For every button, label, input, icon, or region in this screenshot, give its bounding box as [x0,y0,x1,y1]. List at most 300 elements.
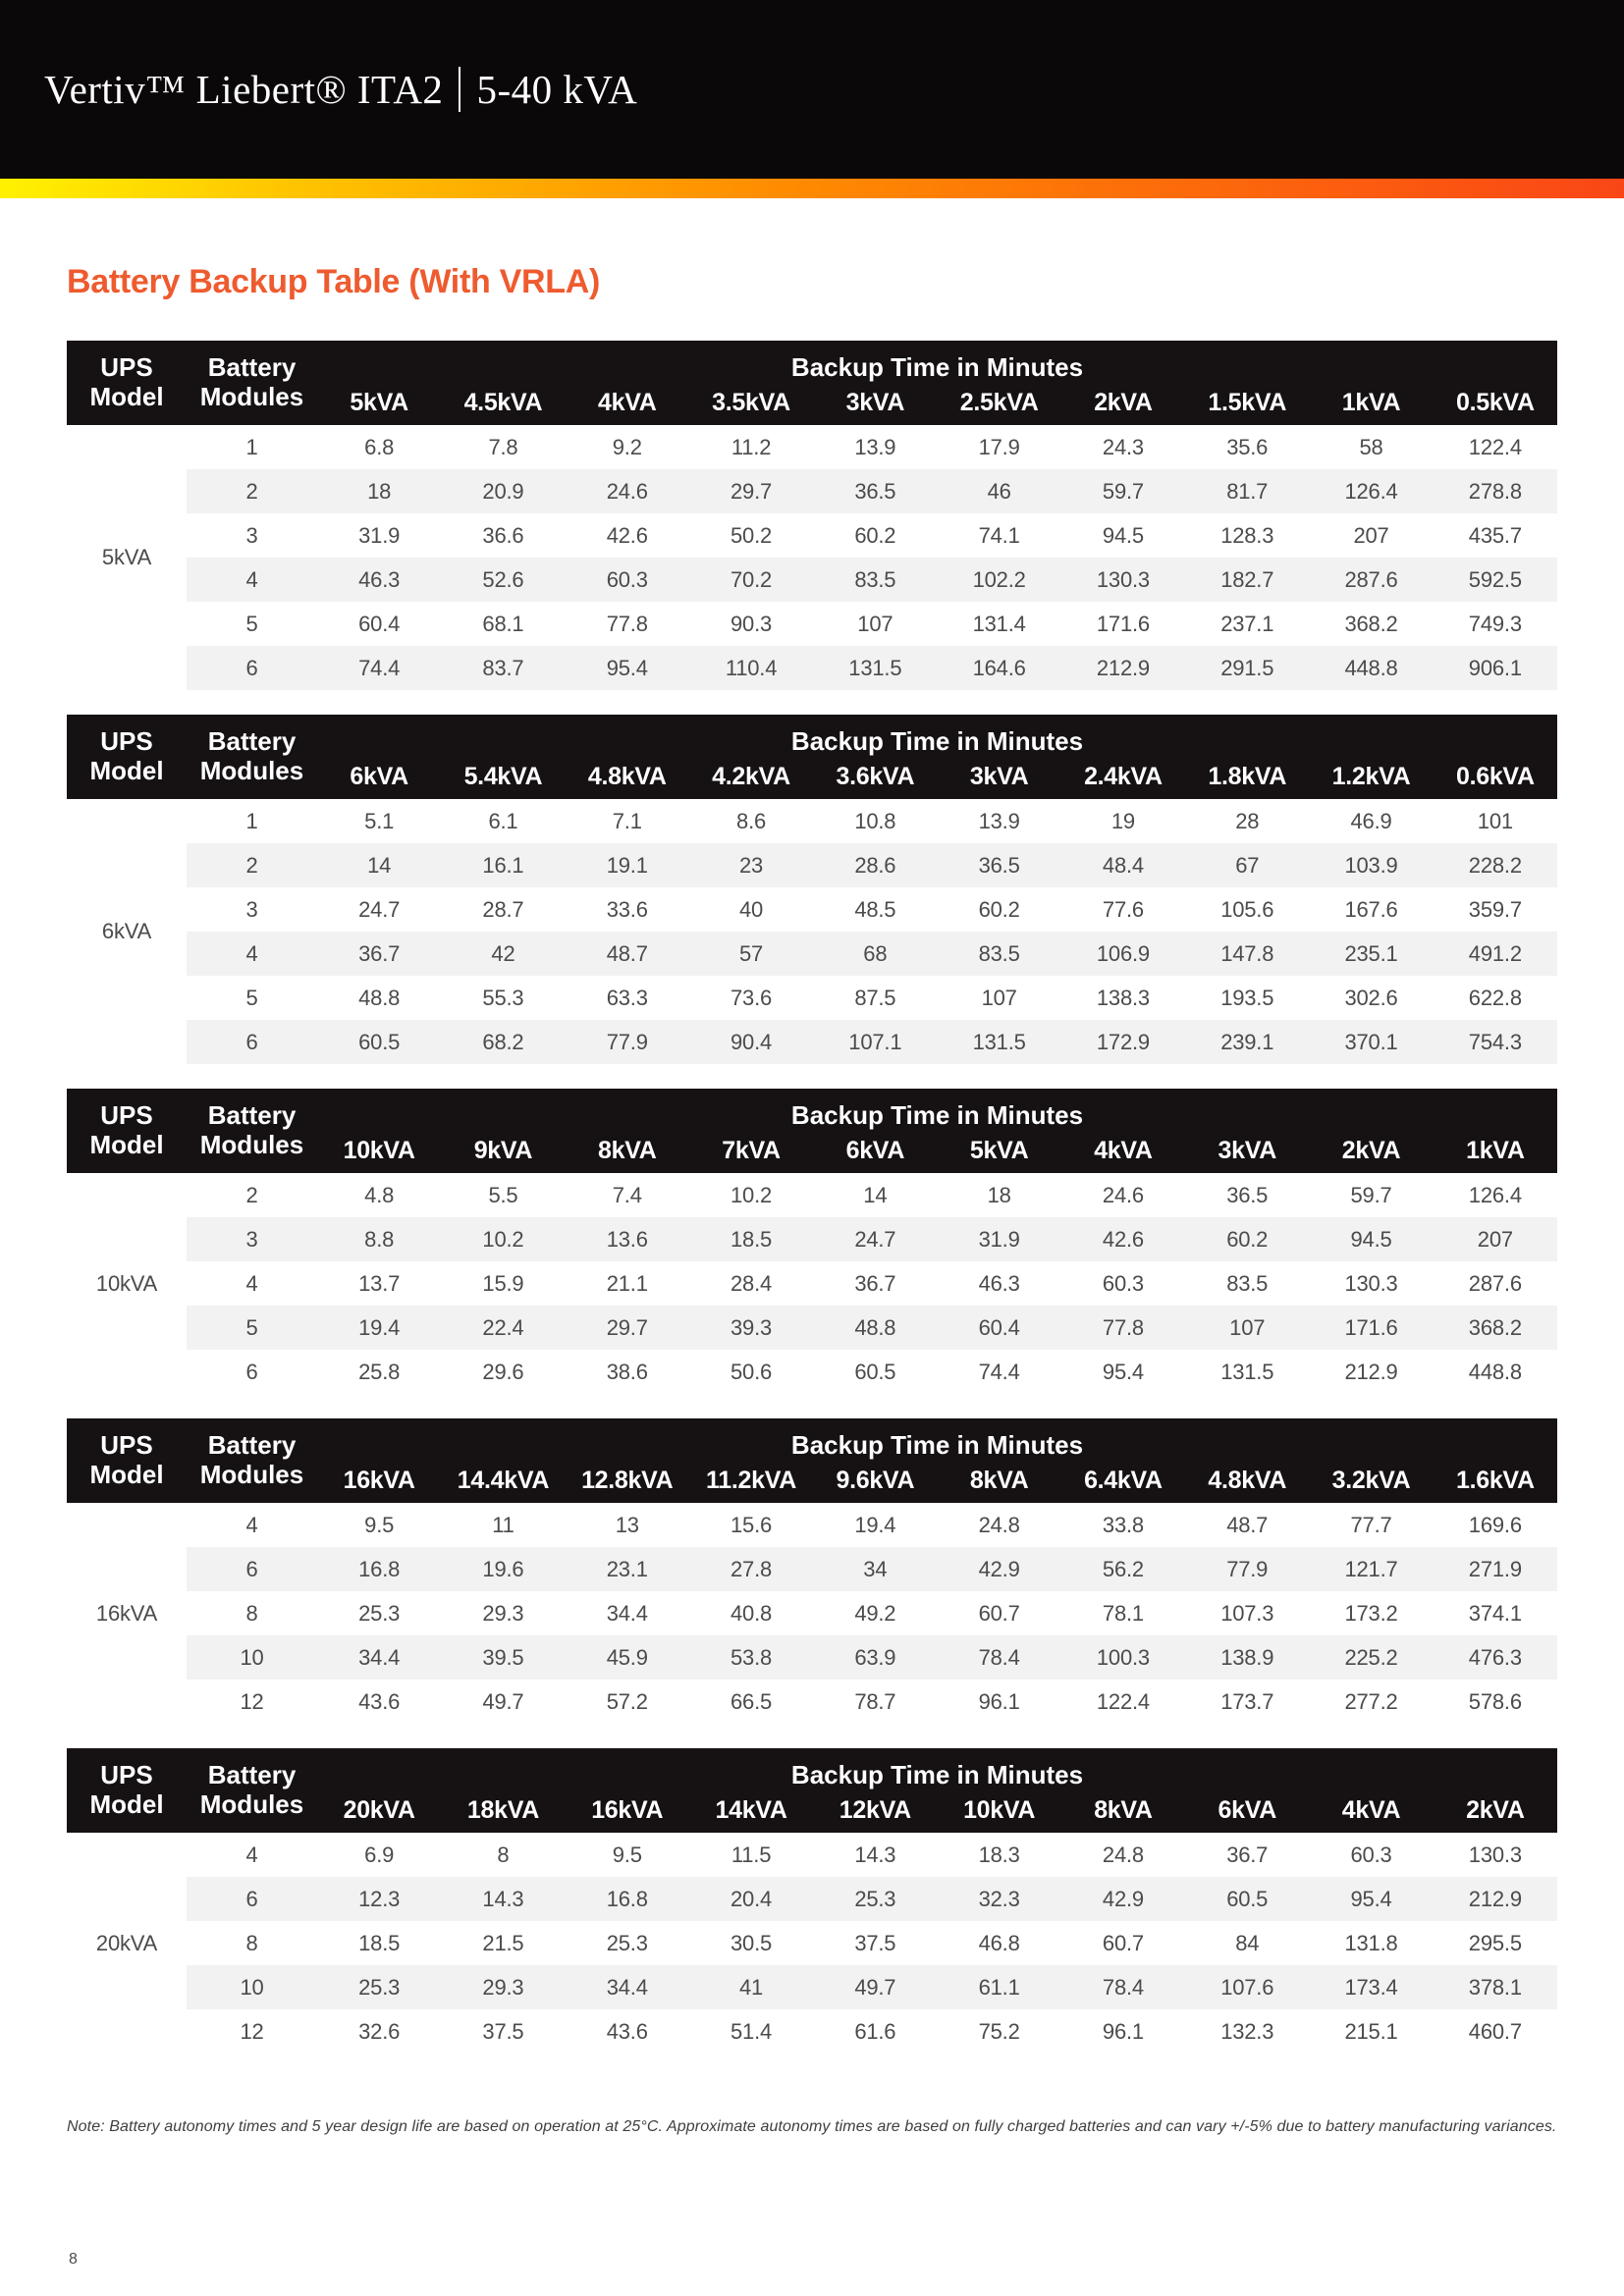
load-column-header: 10kVA [937,1793,1060,1833]
table-body [67,425,1557,690]
backup-time-cell: 22.4 [441,1306,565,1350]
ups-model-heading-line1: UPS [100,726,153,757]
load-column-header: 4.8kVA [566,760,689,799]
backup-time-cell: 61.6 [854,2018,896,2044]
backup-time-cell: 60.7 [1102,1930,1144,1955]
table-header [67,1748,1557,1833]
backup-time-cell: 42.6 [606,522,648,548]
backup-time-cell: 287.6 [1468,1270,1522,1296]
backup-time-cell: 49.7 [813,1965,937,2009]
backup-time-cell: 52.6 [441,558,565,602]
backup-time-cell: 60.3 [566,558,689,602]
backup-time-cell: 14 [863,1182,888,1207]
backup-time-cell: 173.2 [1344,1600,1398,1626]
backup-time-heading: Backup Time in Minutes [317,715,1557,760]
brand-divider [459,67,460,112]
load-column-header: 3kVA [1185,1134,1309,1173]
backup-time-cell: 14.3 [441,1877,565,1921]
backup-time-cell: 370.1 [1309,1020,1433,1064]
battery-modules-cell: 3 [245,896,258,922]
ups-model-heading-line2: Model [89,1460,164,1489]
backup-time-cell: 448.8 [1309,646,1433,690]
battery-modules-heading [187,1748,317,1833]
backup-time-cell: 36.7 [854,1270,896,1296]
table-row [67,1547,1557,1591]
backup-time-cell: 23 [689,843,813,887]
backup-time-cell: 171.6 [1096,611,1150,636]
table-row [67,843,1557,887]
backup-time-cell: 107 [1185,1306,1309,1350]
table-row [67,1635,1557,1680]
backup-time-cell: 36.6 [482,522,524,548]
backup-time-cell: 107.3 [1220,1600,1274,1626]
backup-time-cell: 10.2 [441,1217,565,1261]
backup-time-cell: 6.1 [488,808,518,833]
backup-time-cell: 48.7 [566,932,689,976]
header-row-groups [67,1748,1557,1793]
backup-time-cell: 63.9 [813,1635,937,1680]
backup-time-cell: 31.9 [358,522,401,548]
backup-time-cell: 193.5 [1220,985,1274,1010]
ups-model-heading [67,1418,187,1503]
backup-time-cell: 19.4 [317,1306,441,1350]
backup-time-cell: 31.9 [937,1217,1060,1261]
battery-modules-heading-line2: Modules [199,382,304,411]
battery-modules-cell: 4 [187,932,317,976]
backup-time-cell: 83.7 [441,646,565,690]
backup-time-cell: 49.7 [482,1688,524,1714]
backup-time-cell: 60.2 [978,896,1020,922]
table-row [67,1921,1557,1965]
backup-time-cell: 122.4 [1096,1688,1150,1714]
backup-time-cell: 34.4 [317,1635,441,1680]
backup-time-heading: Backup Time in Minutes [317,1748,1557,1793]
backup-time-cell: 592.5 [1434,558,1557,602]
load-column-header: 3.5kVA [689,386,813,425]
battery-modules-heading-line1: Battery [207,1760,297,1790]
backup-time-cell: 43.6 [606,2018,648,2044]
backup-time-cell: 29.6 [482,1359,524,1384]
backup-time-cell: 128.3 [1220,522,1274,548]
backup-time-cell: 84 [1235,1930,1260,1955]
battery-modules-cell: 6 [245,1359,258,1384]
ups-model-heading [67,1089,187,1173]
table-row [67,1173,1557,1217]
backup-time-cell: 102.2 [937,558,1060,602]
backup-time-cell: 122.4 [1468,434,1522,459]
backup-time-cell: 77.9 [1185,1547,1309,1591]
backup-time-cell: 29.3 [482,1600,524,1626]
backup-time-cell: 9.2 [612,434,642,459]
backup-time-cell: 39.5 [441,1635,565,1680]
backup-time-cell: 239.1 [1185,1020,1309,1064]
backup-time-cell: 8 [497,1842,510,1867]
backup-time-heading: Backup Time in Minutes [317,1418,1557,1464]
battery-modules-cell: 4 [245,1842,258,1867]
ups-model-cell: 6kVA [67,799,187,1064]
load-column-header: 8kVA [1061,1793,1185,1833]
load-column-header: 9kVA [441,1134,565,1173]
backup-time-cell: 20.9 [441,469,565,513]
load-column-header: 9.6kVA [813,1464,937,1503]
battery-modules-heading-line1: Battery [207,352,297,383]
table-body [67,1503,1557,1724]
backup-time-cell: 9.5 [612,1842,642,1867]
battery-modules-cell: 1 [245,434,258,459]
backup-time-cell: 212.9 [1434,1877,1557,1921]
table-body [67,1173,1557,1394]
battery-modules-cell: 1 [245,808,258,833]
backup-time-cell: 9.5 [364,1512,395,1537]
backup-time-cell: 105.6 [1220,896,1274,922]
load-column-header: 8kVA [566,1134,689,1173]
backup-time-cell: 32.3 [937,1877,1060,1921]
backup-time-cell: 18.5 [689,1217,813,1261]
battery-modules-cell: 6 [187,1877,317,1921]
backup-time-cell: 96.1 [1102,2018,1144,2044]
backup-time-cell: 12.3 [317,1877,441,1921]
backup-time-cell: 13.7 [358,1270,401,1296]
table-row [67,1306,1557,1350]
table-row [67,513,1557,558]
header-row-groups [67,1089,1557,1134]
backup-time-cell: 14 [317,843,441,887]
ups-model-heading [67,1748,187,1833]
backup-time-cell: 43.6 [358,1688,401,1714]
load-column-header: 16kVA [566,1793,689,1833]
backup-time-cell: 73.6 [731,985,773,1010]
page-number: 8 [69,2251,78,2268]
header-row-groups [67,715,1557,760]
backup-time-cell: 126.4 [1468,1182,1522,1207]
backup-time-cell: 28.6 [813,843,937,887]
backup-time-cell: 36.7 [317,932,441,976]
backup-time-cell: 94.5 [1309,1217,1433,1261]
backup-time-cell: 131.5 [1220,1359,1274,1384]
backup-time-cell: 70.2 [689,558,813,602]
table-row [67,1833,1557,1877]
page-content [0,263,1624,2138]
backup-time-cell: 25.3 [358,1600,401,1626]
backup-time-cell: 491.2 [1434,932,1557,976]
load-column-header: 1kVA [1309,386,1433,425]
table-row [67,1350,1557,1394]
backup-time-cell: 28.4 [731,1270,773,1296]
backup-time-cell: 96.1 [978,1688,1020,1714]
table-row [67,646,1557,690]
backup-time-cell: 5.1 [364,808,395,833]
brand-range: 5-40 kVA [476,67,638,112]
backup-time-cell: 374.1 [1468,1600,1522,1626]
backup-time-cell: 27.8 [689,1547,813,1591]
backup-time-cell: 164.6 [937,646,1060,690]
battery-modules-cell: 2 [187,843,317,887]
backup-time-cell: 6.9 [364,1842,395,1867]
battery-backup-table-16kVA [67,1418,1557,1724]
backup-time-cell: 57 [689,932,813,976]
table-row [67,425,1557,469]
ups-model-cell: 16kVA [67,1503,187,1724]
backup-time-cell: 95.4 [566,646,689,690]
backup-time-cell: 368.2 [1434,1306,1557,1350]
battery-modules-heading-line2: Modules [199,1130,304,1159]
backup-time-cell: 25.3 [606,1930,648,1955]
backup-time-cell: 37.5 [482,2018,524,2044]
backup-time-cell: 121.7 [1309,1547,1433,1591]
backup-time-cell: 24.7 [813,1217,937,1261]
load-column-header: 5kVA [317,386,441,425]
backup-time-cell: 78.1 [1102,1600,1144,1626]
backup-time-cell: 30.5 [731,1930,773,1955]
backup-time-cell: 295.5 [1468,1930,1522,1955]
backup-time-cell: 41 [689,1965,813,2009]
backup-time-cell: 51.4 [731,2018,773,2044]
backup-time-cell: 8.8 [317,1217,441,1261]
backup-time-cell: 36.5 [813,469,937,513]
backup-time-cell: 11 [492,1512,514,1537]
battery-backup-table-10kVA [67,1089,1557,1394]
backup-time-cell: 60.5 [1185,1877,1309,1921]
backup-time-cell: 42.6 [1061,1217,1185,1261]
backup-time-cell: 48.5 [854,896,896,922]
backup-time-cell: 5.5 [488,1182,518,1207]
load-column-header: 5.4kVA [441,760,565,799]
battery-modules-heading-line2: Modules [199,1460,304,1489]
backup-time-cell: 14.3 [854,1842,896,1867]
battery-modules-heading-line1: Battery [207,726,297,757]
battery-modules-cell: 5 [245,611,258,636]
load-column-header: 1kVA [1434,1134,1557,1173]
backup-time-cell: 17.9 [978,434,1020,459]
battery-modules-cell: 3 [187,1217,317,1261]
ups-model-heading-line2: Model [89,1789,164,1819]
backup-time-cell: 67 [1185,843,1309,887]
backup-time-cell: 77.7 [1350,1512,1392,1537]
battery-modules-cell: 4 [187,558,317,602]
backup-time-cell: 359.7 [1468,896,1522,922]
battery-modules-cell: 6 [187,1020,317,1064]
backup-time-cell: 60.4 [358,611,401,636]
backup-time-cell: 132.3 [1220,2018,1274,2044]
table-row [67,602,1557,646]
backup-time-cell: 61.1 [937,1965,1060,2009]
table-row [67,1965,1557,2009]
table-row [67,1877,1557,1921]
backup-time-cell: 448.8 [1468,1359,1522,1384]
battery-modules-cell: 8 [245,1600,258,1626]
backup-time-cell: 46.9 [1350,808,1392,833]
load-column-header: 0.6kVA [1434,760,1557,799]
backup-time-cell: 6.8 [364,434,395,459]
battery-modules-heading-line1: Battery [207,1100,297,1131]
backup-time-cell: 60.5 [317,1020,441,1064]
backup-time-cell: 287.6 [1309,558,1433,602]
load-column-header: 11.2kVA [689,1464,813,1503]
backup-time-cell: 24.3 [1102,434,1144,459]
backup-time-cell: 60.3 [1350,1842,1392,1867]
backup-time-cell: 225.2 [1309,1635,1433,1680]
backup-time-cell: 25.8 [358,1359,401,1384]
backup-time-cell: 215.1 [1344,2018,1398,2044]
load-column-header: 4.5kVA [441,386,565,425]
backup-time-cell: 58 [1359,434,1383,459]
backup-time-cell: 207 [1353,522,1389,548]
ups-model-cell: 10kVA [67,1173,187,1394]
backup-time-cell: 11.5 [731,1842,772,1867]
backup-time-cell: 68.2 [441,1020,565,1064]
backup-time-cell: 46.3 [317,558,441,602]
ups-model-heading-line1: UPS [100,352,153,383]
backup-time-cell: 24.7 [358,896,401,922]
backup-time-cell: 78.4 [1061,1965,1185,2009]
backup-time-cell: 291.5 [1185,646,1309,690]
table-body [67,799,1557,1064]
backup-time-cell: 7.1 [612,808,642,833]
backup-time-cell: 24.8 [1102,1842,1144,1867]
backup-time-cell: 138.9 [1185,1635,1309,1680]
backup-time-cell: 16.8 [566,1877,689,1921]
backup-time-cell: 130.3 [1468,1842,1522,1867]
backup-time-cell: 107 [857,611,893,636]
backup-time-cell: 32.6 [358,2018,401,2044]
backup-time-cell: 60.3 [1102,1270,1144,1296]
backup-time-cell: 235.1 [1309,932,1433,976]
table-header [67,715,1557,799]
backup-time-cell: 622.8 [1468,985,1522,1010]
backup-time-cell: 87.5 [854,985,896,1010]
backup-time-cell: 378.1 [1434,1965,1557,2009]
load-column-header: 14kVA [689,1793,813,1833]
backup-time-cell: 212.9 [1344,1359,1398,1384]
load-column-header: 2kVA [1309,1134,1433,1173]
backup-time-cell: 48.8 [358,985,401,1010]
backup-time-cell: 29.3 [441,1965,565,2009]
backup-time-cell: 74.4 [317,646,441,690]
page-title: Battery Backup Table (With VRLA) [67,263,600,300]
load-column-header: 4kVA [1061,1134,1185,1173]
load-column-header: 7kVA [689,1134,813,1173]
load-column-header: 3kVA [937,760,1060,799]
backup-time-cell: 42 [441,932,565,976]
battery-modules-heading-line2: Modules [199,756,304,785]
tables [67,341,1557,2054]
backup-time-cell: 37.5 [854,1930,896,1955]
load-column-header: 2.4kVA [1061,760,1185,799]
backup-time-cell: 18.3 [978,1842,1020,1867]
backup-time-cell: 60.7 [978,1600,1020,1626]
backup-time-cell: 131.5 [813,646,937,690]
ups-model-heading-line2: Model [89,756,164,785]
backup-time-cell: 271.9 [1434,1547,1557,1591]
load-column-header: 6kVA [1185,1793,1309,1833]
backup-time-cell: 53.8 [689,1635,813,1680]
backup-time-cell: 48.7 [1226,1512,1269,1537]
backup-time-cell: 21.5 [482,1930,524,1955]
load-column-header: 18kVA [441,1793,565,1833]
load-column-header: 10kVA [317,1134,441,1173]
backup-time-cell: 34.4 [606,1600,648,1626]
backup-time-cell: 103.9 [1309,843,1433,887]
backup-time-cell: 4.8 [364,1182,395,1207]
backup-time-cell: 38.6 [606,1359,648,1384]
backup-time-cell: 749.3 [1468,611,1522,636]
backup-time-cell: 19.1 [566,843,689,887]
backup-time-cell: 48.4 [1061,843,1185,887]
backup-time-cell: 100.3 [1061,1635,1185,1680]
backup-time-cell: 237.1 [1220,611,1274,636]
backup-time-cell: 36.5 [1226,1182,1269,1207]
backup-time-cell: 95.4 [1309,1877,1433,1921]
battery-modules-heading [187,715,317,799]
backup-time-cell: 20.4 [689,1877,813,1921]
backup-time-cell: 34.4 [566,1965,689,2009]
battery-modules-cell: 10 [187,1635,317,1680]
top-brand-band [0,0,1624,179]
backup-time-cell: 172.9 [1061,1020,1185,1064]
backup-time-cell: 60.5 [854,1359,896,1384]
backup-time-cell: 16.1 [441,843,565,887]
backup-time-cell: 77.8 [606,611,648,636]
backup-time-cell: 95.4 [1102,1359,1144,1384]
backup-time-cell: 212.9 [1061,646,1185,690]
backup-time-cell: 90.3 [731,611,773,636]
ups-model-cell: 5kVA [67,425,187,690]
table-row [67,1261,1557,1306]
load-column-header: 6kVA [317,760,441,799]
battery-modules-cell: 6 [187,646,317,690]
backup-time-cell: 277.2 [1344,1688,1398,1714]
backup-time-cell: 42.9 [937,1547,1060,1591]
backup-time-cell: 10.8 [854,808,896,833]
backup-time-cell: 40 [739,896,764,922]
battery-modules-cell: 12 [240,2018,264,2044]
backup-time-cell: 46 [937,469,1060,513]
backup-time-cell: 33.8 [1102,1512,1144,1537]
backup-time-cell: 906.1 [1434,646,1557,690]
battery-modules-heading [187,1418,317,1503]
table-header [67,1089,1557,1173]
ups-model-heading-line2: Model [89,382,164,411]
backup-time-cell: 228.2 [1434,843,1557,887]
backup-time-cell: 57.2 [606,1688,648,1714]
header-row-groups [67,1418,1557,1464]
battery-modules-heading [187,341,317,425]
backup-time-cell: 13.9 [978,808,1020,833]
load-column-header: 6.4kVA [1061,1464,1185,1503]
backup-time-cell: 83.5 [1226,1270,1269,1296]
backup-time-cell: 19.6 [441,1547,565,1591]
backup-time-cell: 40.8 [731,1600,773,1626]
backup-time-cell: 110.4 [689,646,813,690]
ups-model-heading [67,715,187,799]
backup-time-cell: 460.7 [1468,2018,1522,2044]
battery-modules-cell: 6 [187,1547,317,1591]
table-row [67,1217,1557,1261]
backup-time-cell: 49.2 [854,1600,896,1626]
backup-time-cell: 13.9 [854,434,896,459]
battery-modules-cell: 2 [187,469,317,513]
backup-time-cell: 23.1 [566,1547,689,1591]
backup-time-cell: 29.7 [689,469,813,513]
backup-time-cell: 29.7 [566,1306,689,1350]
load-column-header: 3.2kVA [1309,1464,1433,1503]
backup-time-cell: 83.5 [937,932,1060,976]
backup-time-cell: 46.8 [978,1930,1020,1955]
backup-time-cell: 36.7 [1226,1842,1269,1867]
table-row [67,469,1557,513]
load-column-header: 4.8kVA [1185,1464,1309,1503]
battery-backup-table-6kVA [67,715,1557,1064]
